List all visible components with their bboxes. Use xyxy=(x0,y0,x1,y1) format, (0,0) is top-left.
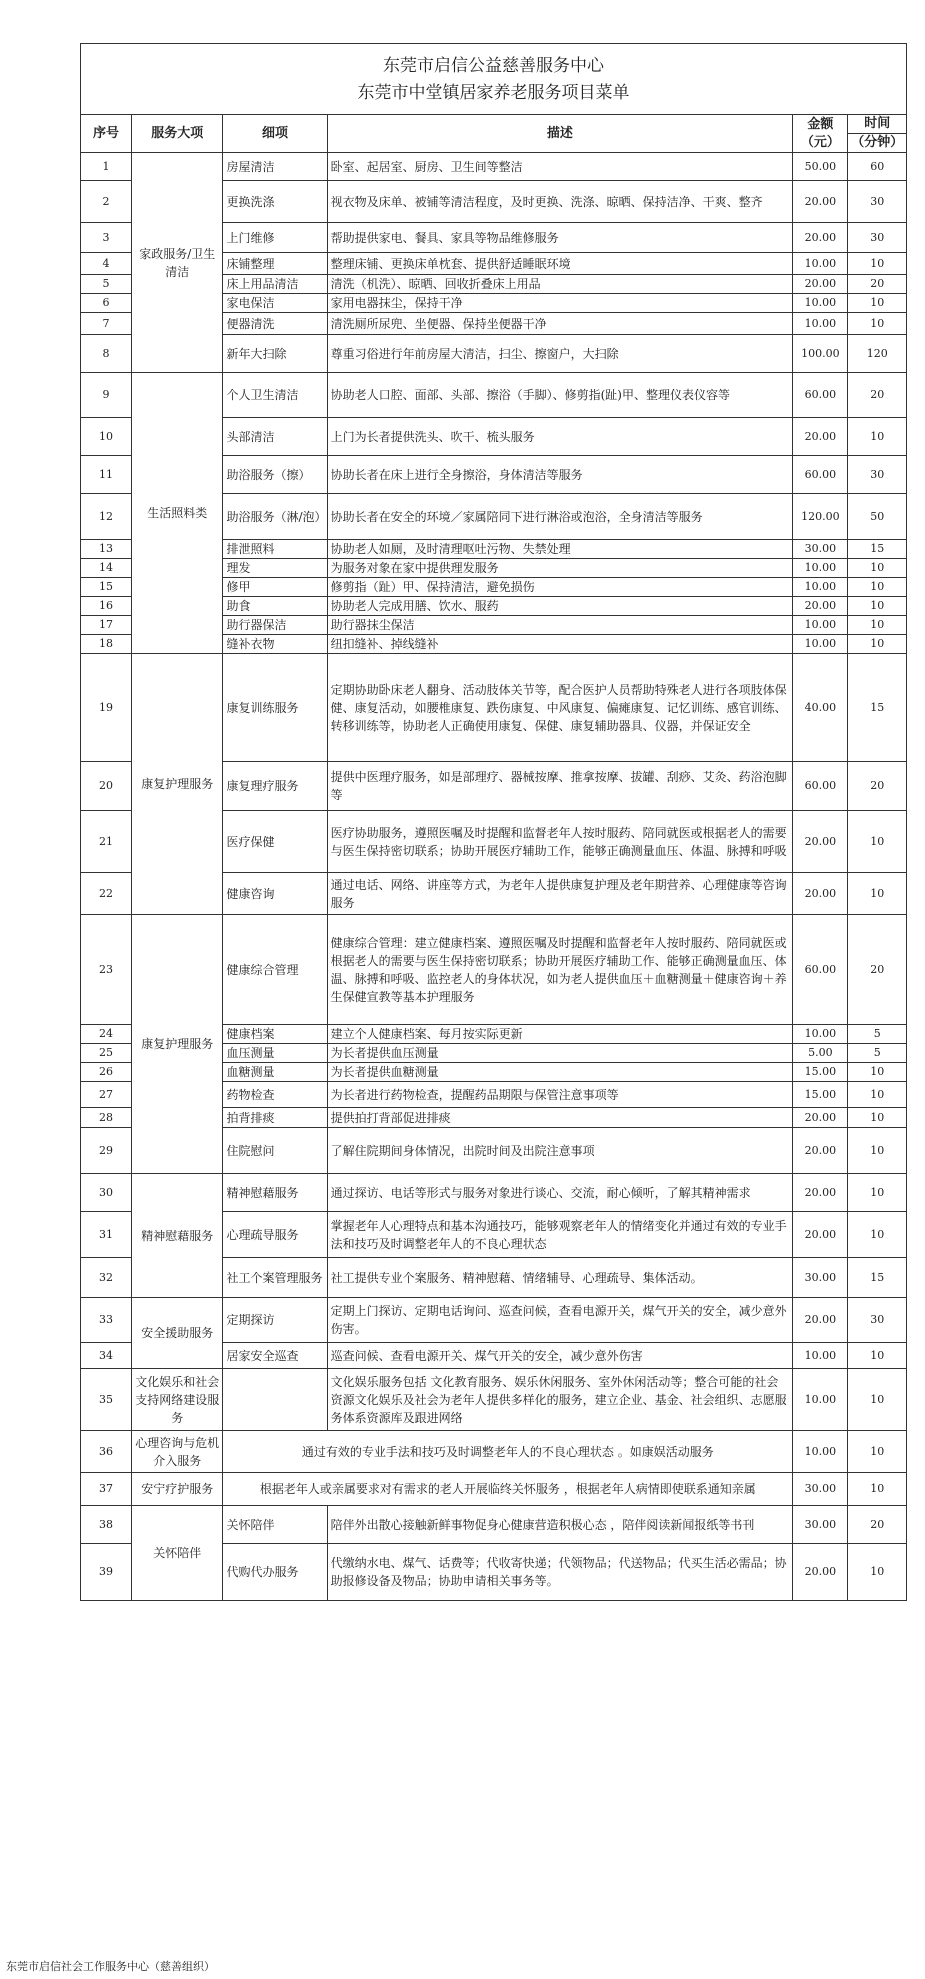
service-description: 提供拍打背部促进排痰 xyxy=(327,1108,793,1128)
service-description: 社工提供专业个案服务、精神慰藉、情绪辅导、心理疏导、集体活动。 xyxy=(327,1258,793,1298)
header-time xyxy=(848,115,907,153)
service-description: 文化娱乐服务包括 文化教育服务、娱乐休闲服务、室外休闲活动等；整合可能的社会资源文化娱乐及社会为老年人提供多样化的服务，建立企业、基金、社会组织、志愿服务体系资源库及跟进网络 xyxy=(327,1369,793,1431)
service-item: 血压测量 xyxy=(223,1044,327,1063)
service-time: 60 xyxy=(848,153,907,181)
service-time: 30 xyxy=(848,223,907,253)
service-amount: 30.00 xyxy=(793,1258,848,1298)
service-description: 协助老人完成用膳、饮水、服药 xyxy=(327,597,793,616)
service-description: 卧室、起居室、厨房、卫生间等整洁 xyxy=(327,153,793,181)
service-amount: 20.00 xyxy=(793,1544,848,1601)
service-amount: 20.00 xyxy=(793,223,848,253)
table-row xyxy=(81,1298,907,1343)
service-amount: 20.00 xyxy=(793,1298,848,1343)
service-description: 巡查问候、查看电源开关、煤气开关的安全，减少意外伤害 xyxy=(327,1343,793,1369)
row-number: 7 xyxy=(81,313,132,335)
service-description: 建立个人健康档案、每月按实际更新 xyxy=(327,1025,793,1044)
row-number: 8 xyxy=(81,335,132,373)
row-number: 20 xyxy=(81,762,132,811)
service-description: 陪伴外出散心接触新鲜事物促身心健康营造积极心态 ，陪伴阅读新闻报纸等书刊 xyxy=(327,1506,793,1544)
service-description: 为长者提供血糖测量 xyxy=(327,1063,793,1082)
category-cell: 文化娱乐和社会支持网络建设服务 xyxy=(132,1369,223,1431)
row-number: 37 xyxy=(81,1473,132,1506)
service-time: 10 xyxy=(848,1544,907,1601)
service-amount: 20.00 xyxy=(793,597,848,616)
header-time-unit: （分钟） xyxy=(848,133,906,152)
service-amount: 10.00 xyxy=(793,578,848,597)
service-description: 纽扣缝补、掉线缝补 xyxy=(327,635,793,654)
service-item: 拍背排痰 xyxy=(223,1108,327,1128)
service-description: 清洗（机洗）、晾晒、回收折叠床上用品 xyxy=(327,275,793,294)
service-item: 医疗保健 xyxy=(223,811,327,873)
row-number: 10 xyxy=(81,418,132,456)
service-item: 上门维修 xyxy=(223,223,327,253)
service-amount: 10.00 xyxy=(793,559,848,578)
category-cell: 安全援助服务 xyxy=(132,1298,223,1369)
service-item: 家电保洁 xyxy=(223,294,327,313)
service-description: 为长者进行药物检查，提醒药品期限与保管注意事项等 xyxy=(327,1082,793,1108)
organization-title: 东莞市启信公益慈善服务中心 xyxy=(383,56,604,76)
service-time: 10 xyxy=(848,1212,907,1258)
service-time: 30 xyxy=(848,456,907,494)
row-number: 4 xyxy=(81,253,132,275)
service-amount: 10.00 xyxy=(793,1025,848,1044)
service-time: 20 xyxy=(848,275,907,294)
header-desc: 描述 xyxy=(327,115,793,153)
row-number: 13 xyxy=(81,540,132,559)
service-item: 助食 xyxy=(223,597,327,616)
service-item: 康复理疗服务 xyxy=(223,762,327,811)
service-description: 为服务对象在家中提供理发服务 xyxy=(327,559,793,578)
service-item: 血糖测量 xyxy=(223,1063,327,1082)
service-item: 定期探访 xyxy=(223,1298,327,1343)
header-row xyxy=(81,115,907,153)
service-description: 定期上门探访、定期电话询问、巡查问候，查看电源开关，煤气开关的安全，减少意外伤害。 xyxy=(327,1298,793,1343)
service-time: 20 xyxy=(848,1506,907,1544)
category-cell: 康复护理服务 xyxy=(132,915,223,1174)
header-amount xyxy=(793,115,848,153)
service-amount: 120.00 xyxy=(793,494,848,540)
row-number: 3 xyxy=(81,223,132,253)
service-time: 15 xyxy=(848,540,907,559)
menu-title: 东莞市中堂镇居家养老服务项目菜单 xyxy=(357,83,630,103)
row-number: 19 xyxy=(81,654,132,762)
service-time: 30 xyxy=(848,1298,907,1343)
service-item: 助浴服务（淋/泡） xyxy=(223,494,327,540)
table-row xyxy=(81,654,907,762)
row-number: 39 xyxy=(81,1544,132,1601)
service-item xyxy=(223,1369,327,1431)
row-number: 6 xyxy=(81,294,132,313)
service-time: 10 xyxy=(848,313,907,335)
service-amount: 30.00 xyxy=(793,540,848,559)
row-number: 26 xyxy=(81,1063,132,1082)
row-number: 30 xyxy=(81,1174,132,1212)
header-category: 服务大项 xyxy=(132,115,223,153)
service-description: 家用电器抹尘，保持干净 xyxy=(327,294,793,313)
service-amount: 10.00 xyxy=(793,253,848,275)
category-cell: 家政服务/卫生清洁 xyxy=(132,153,223,373)
row-number: 1 xyxy=(81,153,132,181)
service-item: 更换洗涤 xyxy=(223,181,327,223)
service-time: 20 xyxy=(848,762,907,811)
service-description: 了解住院期间身体情况，出院时间及出院注意事项 xyxy=(327,1128,793,1174)
row-number: 15 xyxy=(81,578,132,597)
row-number: 22 xyxy=(81,873,132,915)
service-time: 30 xyxy=(848,181,907,223)
service-description: 清洗厕所尿兜、坐便器、保持坐便器干净 xyxy=(327,313,793,335)
service-amount: 30.00 xyxy=(793,1473,848,1506)
service-amount: 20.00 xyxy=(793,873,848,915)
table-title xyxy=(81,44,907,115)
service-time: 10 xyxy=(848,559,907,578)
service-item: 代购代办服务 xyxy=(223,1544,327,1601)
service-description: 提供中医理疗服务，如是部理疗、器械按摩、推拿按摩、拔罐、刮痧、艾灸、药浴泡脚等 xyxy=(327,762,793,811)
service-time: 20 xyxy=(848,915,907,1025)
service-time: 10 xyxy=(848,1108,907,1128)
service-item: 便器清洗 xyxy=(223,313,327,335)
row-number: 18 xyxy=(81,635,132,654)
service-amount: 40.00 xyxy=(793,654,848,762)
row-number: 32 xyxy=(81,1258,132,1298)
service-amount: 20.00 xyxy=(793,418,848,456)
service-item: 助浴服务（擦） xyxy=(223,456,327,494)
service-amount: 5.00 xyxy=(793,1044,848,1063)
service-description: 健康综合管理：建立健康档案、遵照医嘱及时提醒和监督老年人按时服药、陪同就医或根据老人的需要与医生保持密切联系；协助开展医疗辅助工作、能够正确测量血压、体温、脉搏和呼吸、监控老人的身体状况，如为老人提供血压＋血糖测量＋健康咨询＋养生保健宣教等基本护理服务 xyxy=(327,915,793,1025)
service-amount: 10.00 xyxy=(793,1431,848,1473)
service-item: 社工个案管理服务 xyxy=(223,1258,327,1298)
service-amount: 60.00 xyxy=(793,915,848,1025)
service-amount: 15.00 xyxy=(793,1082,848,1108)
service-amount: 60.00 xyxy=(793,456,848,494)
service-time: 10 xyxy=(848,253,907,275)
row-number: 23 xyxy=(81,915,132,1025)
row-number: 28 xyxy=(81,1108,132,1128)
service-description: 根据老年人或亲属要求对有需求的老人开展临终关怀服务 ，根据老年人病情即使联系通知亲属 xyxy=(223,1473,793,1506)
service-amount: 20.00 xyxy=(793,275,848,294)
row-number: 17 xyxy=(81,616,132,635)
service-amount: 10.00 xyxy=(793,616,848,635)
row-number: 11 xyxy=(81,456,132,494)
service-time: 10 xyxy=(848,873,907,915)
service-item: 精神慰藉服务 xyxy=(223,1174,327,1212)
service-time: 50 xyxy=(848,494,907,540)
service-description: 协助长者在床上进行全身擦浴，身体清洁等服务 xyxy=(327,456,793,494)
row-number: 24 xyxy=(81,1025,132,1044)
service-time: 10 xyxy=(848,1431,907,1473)
service-time: 120 xyxy=(848,335,907,373)
service-item: 房屋清洁 xyxy=(223,153,327,181)
service-description: 掌握老年人心理特点和基本沟通技巧，能够观察老年人的情绪变化并通过有效的专业手法和技巧及时调整老年人的不良心理状态 xyxy=(327,1212,793,1258)
row-number: 34 xyxy=(81,1343,132,1369)
service-menu-table xyxy=(80,43,907,1601)
table-row xyxy=(81,915,907,1025)
service-description: 定期协助卧床老人翻身、活动肢体关节等，配合医护人员帮助特殊老人进行各项肢体保健、康复活动，如腰椎康复、跌伤康复、中风康复、偏瘫康复、记忆训练、感官训练、转移训练等，协助老人正确使用康复、保健、康复辅助器具、仪器，并保证安全 xyxy=(327,654,793,762)
row-number: 14 xyxy=(81,559,132,578)
service-menu-sheet xyxy=(80,43,907,1601)
row-number: 21 xyxy=(81,811,132,873)
service-time: 10 xyxy=(848,1063,907,1082)
service-description: 整理床铺、更换床单枕套、提供舒适睡眠环境 xyxy=(327,253,793,275)
service-description: 协助老人口腔、面部、头部、擦浴（手脚）、修剪指(趾)甲、整理仪表仪容等 xyxy=(327,373,793,418)
service-item: 康复训练服务 xyxy=(223,654,327,762)
row-number: 36 xyxy=(81,1431,132,1473)
service-item: 健康档案 xyxy=(223,1025,327,1044)
service-amount: 100.00 xyxy=(793,335,848,373)
row-number: 12 xyxy=(81,494,132,540)
service-item: 床铺整理 xyxy=(223,253,327,275)
service-description: 代缴纳水电、煤气、话费等；代收寄快递；代领物品；代送物品；代买生活必需品；协助报修设备及物品；协助申请相关事务等。 xyxy=(327,1544,793,1601)
service-description: 医疗协助服务，遵照医嘱及时提醒和监督老年人按时服药、陪同就医或根据老人的需要与医生保持密切联系；协助开展医疗辅助工作，能够正确测量血压、体温、脉搏和呼吸 xyxy=(327,811,793,873)
service-description: 视衣物及床单、被铺等清洁程度，及时更换、洗涤、晾晒、保持洁净、干爽、整齐 xyxy=(327,181,793,223)
table-row xyxy=(81,1431,907,1473)
service-item: 住院慰问 xyxy=(223,1128,327,1174)
category-cell: 生活照料类 xyxy=(132,373,223,654)
service-item: 新年大扫除 xyxy=(223,335,327,373)
service-description: 上门为长者提供洗头、吹干、梳头服务 xyxy=(327,418,793,456)
table-row xyxy=(81,1473,907,1506)
service-amount: 60.00 xyxy=(793,373,848,418)
service-time: 10 xyxy=(848,597,907,616)
row-number: 29 xyxy=(81,1128,132,1174)
service-item: 关怀陪伴 xyxy=(223,1506,327,1544)
service-item: 理发 xyxy=(223,559,327,578)
service-item: 心理疏导服务 xyxy=(223,1212,327,1258)
category-cell: 康复护理服务 xyxy=(132,654,223,915)
service-item: 床上用品清洁 xyxy=(223,275,327,294)
header-item: 细项 xyxy=(223,115,327,153)
header-no: 序号 xyxy=(81,115,132,153)
service-item: 健康综合管理 xyxy=(223,915,327,1025)
service-time: 10 xyxy=(848,578,907,597)
service-time: 10 xyxy=(848,635,907,654)
service-time: 10 xyxy=(848,1174,907,1212)
row-number: 9 xyxy=(81,373,132,418)
service-description: 通过探访、电话等形式与服务对象进行谈心、交流，耐心倾听，了解其精神需求 xyxy=(327,1174,793,1212)
service-amount: 15.00 xyxy=(793,1063,848,1082)
service-time: 10 xyxy=(848,616,907,635)
service-amount: 20.00 xyxy=(793,811,848,873)
service-time: 10 xyxy=(848,1082,907,1108)
service-amount: 10.00 xyxy=(793,294,848,313)
table-row xyxy=(81,1506,907,1544)
service-time: 10 xyxy=(848,1128,907,1174)
service-time: 5 xyxy=(848,1044,907,1063)
service-time: 10 xyxy=(848,811,907,873)
service-amount: 50.00 xyxy=(793,153,848,181)
service-amount: 10.00 xyxy=(793,1343,848,1369)
service-amount: 20.00 xyxy=(793,1174,848,1212)
header-amount-unit: （元） xyxy=(800,134,840,150)
service-description: 协助长者在安全的环境／家属陪同下进行淋浴或泡浴，全身清洁等服务 xyxy=(327,494,793,540)
service-amount: 20.00 xyxy=(793,1212,848,1258)
category-cell: 关怀陪伴 xyxy=(132,1506,223,1601)
service-item: 助行器保洁 xyxy=(223,616,327,635)
header-amount-label: 金额 xyxy=(807,116,834,132)
row-number: 35 xyxy=(81,1369,132,1431)
table-row xyxy=(81,373,907,418)
service-item: 缝补衣物 xyxy=(223,635,327,654)
service-amount: 20.00 xyxy=(793,181,848,223)
service-item: 健康咨询 xyxy=(223,873,327,915)
service-description: 为长者提供血压测量 xyxy=(327,1044,793,1063)
service-time: 10 xyxy=(848,1369,907,1431)
service-time: 15 xyxy=(848,654,907,762)
row-number: 16 xyxy=(81,597,132,616)
service-amount: 60.00 xyxy=(793,762,848,811)
row-number: 31 xyxy=(81,1212,132,1258)
service-item: 药物检查 xyxy=(223,1082,327,1108)
service-item: 排泄照料 xyxy=(223,540,327,559)
category-cell: 心理咨询与危机介入服务 xyxy=(132,1431,223,1473)
table-row xyxy=(81,1369,907,1431)
service-description: 修剪指（趾）甲、保持清洁，避免损伤 xyxy=(327,578,793,597)
table-row xyxy=(81,1174,907,1212)
service-item: 个人卫生清洁 xyxy=(223,373,327,418)
service-description: 协助老人如厕，及时清理呕吐污物、失禁处理 xyxy=(327,540,793,559)
category-cell: 精神慰藉服务 xyxy=(132,1174,223,1298)
service-time: 10 xyxy=(848,1473,907,1506)
service-description: 尊重习俗进行年前房屋大清洁，扫尘、擦窗户，大扫除 xyxy=(327,335,793,373)
service-description: 助行器抹尘保洁 xyxy=(327,616,793,635)
service-amount: 20.00 xyxy=(793,1128,848,1174)
service-description: 帮助提供家电、餐具、家具等物品维修服务 xyxy=(327,223,793,253)
service-description: 通过有效的专业手法和技巧及时调整老年人的不良心理状态 。如康娱活动服务 xyxy=(223,1431,793,1473)
row-number: 5 xyxy=(81,275,132,294)
row-number: 27 xyxy=(81,1082,132,1108)
service-item: 修甲 xyxy=(223,578,327,597)
service-item: 头部清洁 xyxy=(223,418,327,456)
row-number: 38 xyxy=(81,1506,132,1544)
service-description: 通过电话、网络、讲座等方式，为老年人提供康复护理及老年期营养、心理健康等咨询服务 xyxy=(327,873,793,915)
service-time: 10 xyxy=(848,418,907,456)
service-time: 10 xyxy=(848,1343,907,1369)
category-cell: 安宁疗护服务 xyxy=(132,1473,223,1506)
service-amount: 30.00 xyxy=(793,1506,848,1544)
service-time: 15 xyxy=(848,1258,907,1298)
header-time-label: 时间 xyxy=(864,116,891,131)
service-amount: 10.00 xyxy=(793,1369,848,1431)
table-row xyxy=(81,153,907,181)
row-number: 2 xyxy=(81,181,132,223)
service-time: 10 xyxy=(848,294,907,313)
service-item: 居家安全巡查 xyxy=(223,1343,327,1369)
service-amount: 10.00 xyxy=(793,635,848,654)
footer-organization: 东莞市启信社会工作服务中心（慈善组织） xyxy=(6,1960,215,1973)
row-number: 33 xyxy=(81,1298,132,1343)
service-amount: 10.00 xyxy=(793,313,848,335)
row-number: 25 xyxy=(81,1044,132,1063)
table-body xyxy=(81,153,907,1601)
service-time: 20 xyxy=(848,373,907,418)
service-amount: 20.00 xyxy=(793,1108,848,1128)
service-time: 5 xyxy=(848,1025,907,1044)
